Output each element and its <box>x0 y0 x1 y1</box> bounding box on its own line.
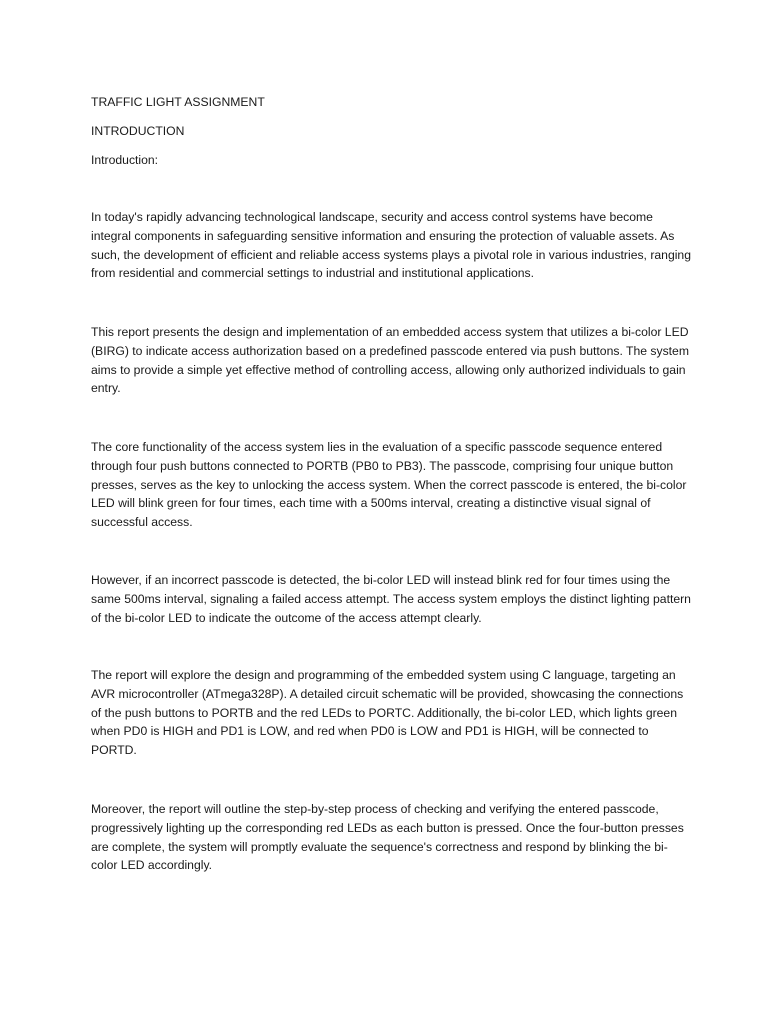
section-heading: INTRODUCTION <box>91 124 185 138</box>
paragraph-3: The core functionality of the access system lies in the evaluation of a specific passcode sequence entered through four push buttons connected to PORTB (PB0 to PB3). The passcode, comprising four unique button presses, serves as the key to unlocking the access system. When the correct passcode is entered, the bi-color LED will blink green for four times, each time with a 500ms interval, creating a distinctive visual signal of successful access. <box>91 440 687 530</box>
subheading: Introduction: <box>91 153 159 167</box>
paragraph-1: In today's rapidly advancing technological landscape, security and access control systems have become integral components in safeguarding sensitive information and ensuring the protection of valuable assets. As such, the development of efficient and reliable access systems plays a pivotal role in various industries, ranging from residential and commercial settings to industrial and institutional applications. <box>91 210 691 281</box>
paragraph-4: However, if an incorrect passcode is detected, the bi-color LED will instead blink red for four times using the same 500ms interval, signaling a failed access attempt. The access system employs the distinct lighting pattern of the bi-color LED to indicate the outcome of the access attempt clearly. <box>91 573 691 625</box>
paragraph-2: This report presents the design and implementation of an embedded access system that utilizes a bi-color LED (BIRG) to indicate access authorization based on a predefined passcode entered via push buttons. The system aims to provide a simple yet effective method of controlling access, allowing only authorized individuals to gain entry. <box>91 325 689 396</box>
document-title: TRAFFIC LIGHT ASSIGNMENT <box>91 95 265 109</box>
paragraph-5: The report will explore the design and programming of the embedded system using C language, targeting an AVR microcontroller (ATmega328P). A detailed circuit schematic will be provided, showcasing the connections of the push buttons to PORTB and the red LEDs to PORTC. Additionally, the bi-color LED, which lights green when PD0 is HIGH and PD1 is LOW, and red when PD0 is LOW and PD1 is HIGH, will be connected to PORTD. <box>91 668 684 758</box>
paragraph-6: Moreover, the report will outline the step-by-step process of checking and verifying the entered passcode, progressively lighting up the corresponding red LEDs as each button is pressed. Once the four-button presses are complete, the system will promptly evaluate the sequence's correctness and respond by blinking the bi-color LED accordingly. <box>91 802 684 873</box>
